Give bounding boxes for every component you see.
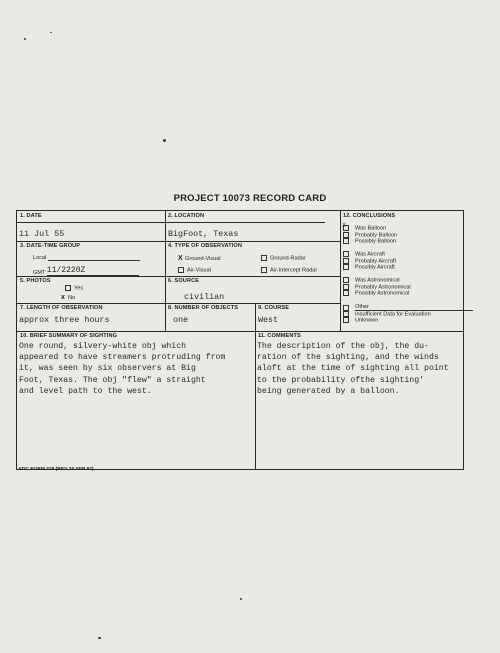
date-value: 11 Jul 55	[19, 229, 65, 239]
scan-speck	[98, 637, 101, 639]
checkbox-icon	[261, 267, 267, 273]
scan-speck	[163, 139, 166, 142]
conclusion-item: Was Aircraft	[343, 251, 385, 258]
checked-mark: X	[342, 223, 347, 229]
checkbox-icon	[343, 251, 349, 257]
obs-ground-visual: X Ground-Visual	[178, 255, 221, 262]
date-label: 1. DATE	[20, 213, 42, 219]
comments-line: ration of the sighting, and the winds	[257, 353, 439, 363]
scan-speck	[24, 38, 26, 40]
conclusion-item: Probably Aircraft	[343, 258, 396, 265]
checkbox-icon	[343, 258, 349, 264]
checkbox-icon	[261, 255, 267, 261]
summary-line: One round, silvery-white obj which	[19, 342, 187, 351]
location-value: BigFoot, Texas	[168, 229, 239, 239]
num-objects-value: one	[173, 315, 189, 325]
conclusion-item: Insufficient Data for Evaluation	[343, 311, 431, 318]
gmt-value: 11/2220Z	[47, 266, 139, 276]
summary-line: Foot, Texas. The obj "flew" a straight	[19, 375, 206, 385]
summary-text	[19, 341, 253, 397]
summary-line: and level path to the west.	[19, 386, 152, 396]
num-objects-label: 8. NUMBER OF OBJECTS	[168, 305, 239, 311]
conclusion-item: Other	[343, 304, 473, 311]
checkbox-icon	[343, 317, 349, 323]
photos-no: x No	[61, 294, 76, 301]
checkbox-icon	[343, 238, 349, 244]
comments-line: being generated by a balloon.	[257, 386, 400, 396]
conclusion-item: Possibly Aircraft	[343, 264, 395, 271]
comments-line: The description of the obj, the du-	[257, 342, 429, 351]
summary-label: 10. BRIEF SUMMARY OF SIGHTING	[20, 333, 118, 339]
course-value: West	[258, 315, 279, 325]
dtg-label: 3. DATE-TIME GROUP	[20, 243, 81, 249]
obs-ground-radar: Ground-Radar	[261, 255, 306, 261]
checkbox-icon	[343, 264, 349, 270]
gmt-field: GMT 11/2220Z	[33, 266, 139, 276]
conclusion-item: Probably Balloon	[343, 232, 397, 239]
obs-type-label: 4. TYPE OF OBSERVATION	[168, 243, 242, 249]
photos-label: 5. PHOTOS	[20, 278, 51, 284]
conclusion-item: Possibly Astronomical	[343, 290, 409, 297]
local-label: Local	[33, 255, 140, 261]
checkbox-icon	[65, 285, 71, 291]
comments-line: aloft at the time of sighting all point	[257, 364, 449, 374]
summary-line: appeared to have streamers protruding from	[19, 353, 226, 363]
page-title: PROJECT 10073 RECORD CARD	[173, 193, 327, 204]
obs-air-visual: Air-Visual	[178, 267, 211, 273]
location-label: 2. LOCATION	[168, 213, 205, 219]
checkbox-icon	[343, 311, 349, 317]
checkbox-icon	[343, 290, 349, 296]
comments-label: 11. COMMENTS	[258, 333, 301, 339]
conclusion-item: Probably Astronomical	[343, 284, 411, 291]
comments-line: to the probability ofthe sighting'	[257, 375, 425, 385]
conclusion-item: Was Astronomical	[343, 277, 400, 284]
scan-speck	[240, 598, 242, 600]
checkbox-icon	[178, 267, 184, 273]
source-label: 6. SOURCE	[168, 278, 200, 284]
checkbox-icon	[343, 232, 349, 238]
obs-air-intercept: Air-Intercept Radar	[261, 267, 317, 273]
photos-yes: Yes	[65, 285, 83, 291]
record-card	[16, 210, 464, 470]
conclusion-item: Possibly Balloon	[343, 238, 396, 245]
source-value: civilian	[184, 292, 225, 302]
conclusion-item: X Was Balloon	[342, 223, 387, 232]
conclusions-label: 12. CONCLUSIONS	[343, 213, 396, 219]
checked-mark: X	[178, 255, 183, 262]
conclusion-item: Unknown	[343, 317, 378, 324]
form-footer: ATIC FORM 329 (REV 26 SEP 52)	[18, 467, 94, 472]
checkbox-icon	[343, 284, 349, 290]
comments-text	[257, 341, 463, 397]
summary-line: it, was seen by six observers at Big	[19, 364, 196, 374]
checkbox-icon	[343, 277, 349, 283]
course-label: 9. COURSE	[258, 305, 290, 311]
scan-speck	[50, 32, 52, 33]
length-value: approx three hours	[19, 315, 110, 325]
length-label: 7. LENGTH OF OBSERVATION	[20, 305, 103, 311]
checked-mark: x	[61, 294, 65, 301]
